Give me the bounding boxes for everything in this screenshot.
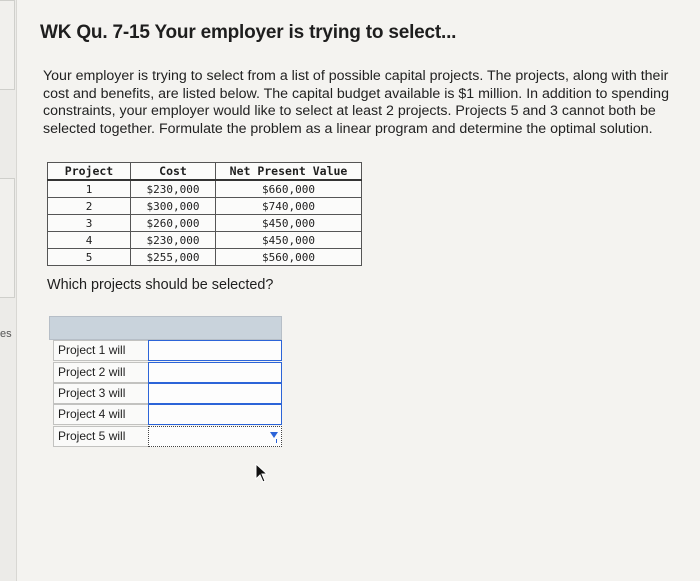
column-header: Cost xyxy=(131,163,216,181)
mouse-cursor-icon xyxy=(255,463,269,483)
page-title: WK Qu. 7-15 Your employer is trying to select... xyxy=(40,22,457,43)
answer-label: Project 1 will xyxy=(53,340,150,361)
table-row xyxy=(48,249,362,266)
dropdown-arrow-stem-icon xyxy=(276,439,277,443)
project-2-select[interactable] xyxy=(148,362,282,383)
left-sidebar-strip xyxy=(0,0,17,581)
left-tab[interactable] xyxy=(0,0,15,90)
answer-row xyxy=(49,362,282,382)
answer-header xyxy=(49,316,282,340)
answer-label: Project 3 will xyxy=(53,383,150,404)
table-header-row xyxy=(48,163,362,181)
answer-label: Project 5 will xyxy=(53,426,150,447)
npv-cell: $450,000 xyxy=(216,215,362,232)
table-row xyxy=(48,180,362,198)
project-cell: 2 xyxy=(48,198,131,215)
project-4-select[interactable] xyxy=(148,404,282,425)
left-edge-label: es xyxy=(0,328,12,340)
npv-cell: $450,000 xyxy=(216,232,362,249)
table-row xyxy=(48,215,362,232)
cost-cell: $300,000 xyxy=(131,198,216,215)
column-header: Net Present Value xyxy=(216,163,362,181)
cost-cell: $260,000 xyxy=(131,215,216,232)
answer-label: Project 4 will xyxy=(53,404,150,425)
projects-table xyxy=(47,162,362,266)
cost-cell: $255,000 xyxy=(131,249,216,266)
answer-table xyxy=(49,316,282,446)
project-cell: 4 xyxy=(48,232,131,249)
cost-cell: $230,000 xyxy=(131,180,216,198)
project-3-select[interactable] xyxy=(148,383,282,404)
answer-row xyxy=(49,340,282,360)
table-row xyxy=(48,232,362,249)
answer-row xyxy=(49,383,282,403)
project-cell: 5 xyxy=(48,249,131,266)
selection-prompt: Which projects should be selected? xyxy=(47,277,274,293)
project-5-select[interactable] xyxy=(148,426,282,447)
table-row xyxy=(48,198,362,215)
npv-cell: $560,000 xyxy=(216,249,362,266)
answer-row xyxy=(49,426,282,446)
left-tab[interactable] xyxy=(0,178,15,298)
project-cell: 1 xyxy=(48,180,131,198)
column-header: Project xyxy=(48,163,131,181)
project-cell: 3 xyxy=(48,215,131,232)
answer-row xyxy=(49,404,282,424)
answer-label: Project 2 will xyxy=(53,362,150,383)
question-text: Your employer is trying to select from a list of possible capital projects. The projects, along with their cost and benefits, are listed below. The capital budget available is $1 million. In addition to spending constraints, your employer would like to select at least 2 projects. Projects 5 and 3 cannot both be selected together. Formulate the problem as a linear program and determine the optimal solution. xyxy=(43,68,669,137)
dropdown-arrow-icon[interactable] xyxy=(270,432,278,438)
npv-cell: $740,000 xyxy=(216,198,362,215)
cost-cell: $230,000 xyxy=(131,232,216,249)
project-1-select[interactable] xyxy=(148,340,282,361)
npv-cell: $660,000 xyxy=(216,180,362,198)
